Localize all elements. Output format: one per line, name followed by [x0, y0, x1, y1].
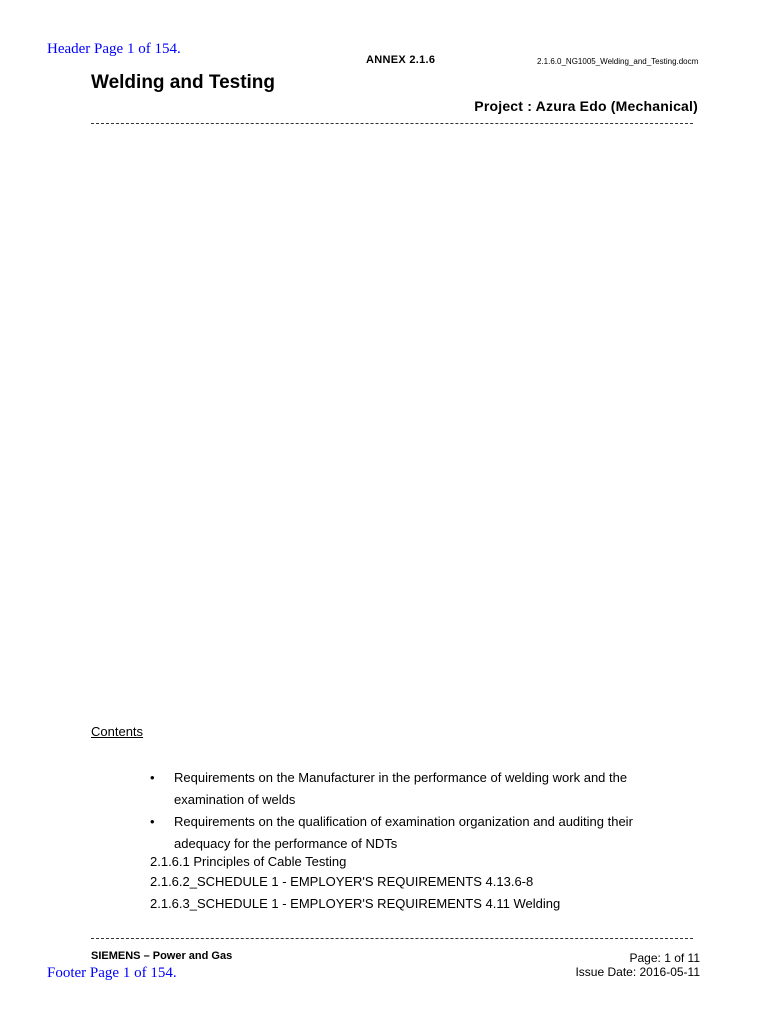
contents-heading: Contents: [91, 724, 144, 739]
header-page-note: Header Page 1 of 154.: [47, 41, 181, 57]
list-item-text: Requirements on the qualification of examination organization and auditing their adequacy for the performance of NDTs: [174, 814, 633, 851]
bullet-icon: •: [150, 770, 155, 785]
page-number: Page: 1 of 11: [629, 951, 700, 965]
list-item: [150, 767, 690, 811]
footer-company: SIEMENS – Power and Gas: [91, 950, 233, 962]
toc-entry[interactable]: 2.1.6.1 Principles of Cable Testing: [150, 854, 347, 869]
contents-bullet-list: [150, 767, 690, 855]
footer-page-note: Footer Page 1 of 154.: [47, 965, 177, 981]
project-label: Project : Azura Edo (Mechanical): [474, 98, 698, 114]
annex-label: ANNEX 2.1.6: [366, 54, 436, 66]
toc-entry[interactable]: 2.1.6.3_SCHEDULE 1 - EMPLOYER'S REQUIREMENTS 4.11 Welding: [150, 896, 561, 911]
issue-date: Issue Date: 2016-05-11: [575, 965, 700, 979]
list-item: [150, 811, 690, 855]
list-item-text: Requirements on the Manufacturer in the performance of welding work and the examination of welds: [174, 770, 628, 807]
toc-entry[interactable]: 2.1.6.2_SCHEDULE 1 - EMPLOYER'S REQUIREMENTS 4.13.6-8: [150, 874, 534, 889]
document-filename: 2.1.6.0_NG1005_Welding_and_Testing.docm: [537, 57, 699, 66]
bullet-icon: •: [150, 814, 155, 829]
document-title: Welding and Testing: [91, 72, 276, 93]
header-divider: [91, 123, 693, 124]
footer-divider: [91, 938, 693, 939]
